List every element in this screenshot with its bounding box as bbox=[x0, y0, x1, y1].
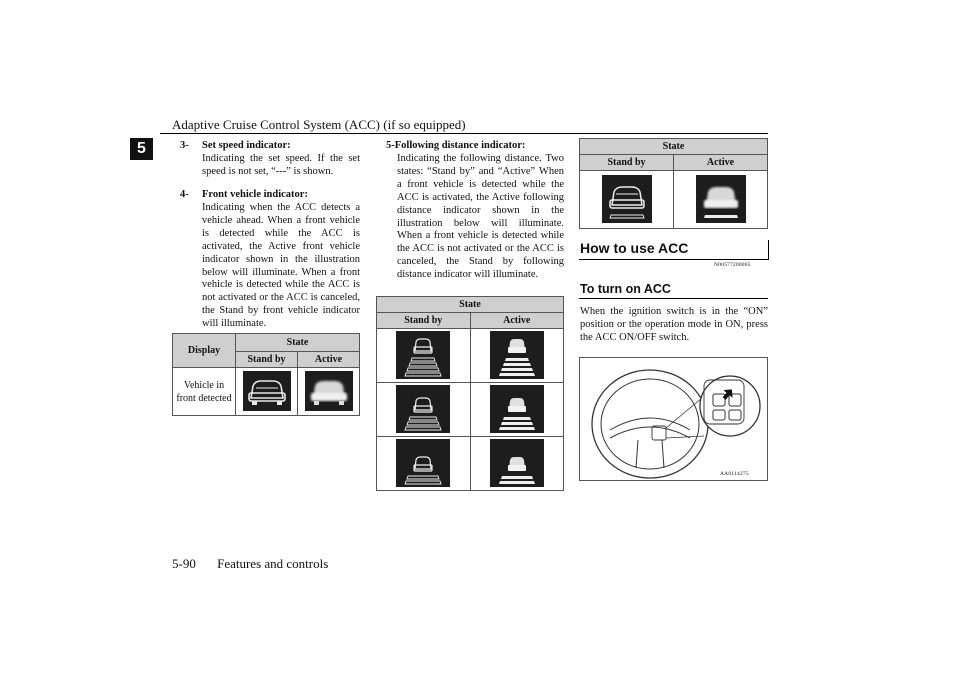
heading-rule-end bbox=[768, 240, 769, 260]
car-illuminated-icon bbox=[696, 175, 746, 223]
car-distance-outline-icon bbox=[396, 385, 450, 433]
item-4-body: Indicating when the ACC detects a vehicle ahead. When a front vehicle is detected while the ACC is activated, the Active front vehicle indicator shown in the illustration below will illuminate. When a front vehicle is detected while the ACC is not activated or the ACC is canceled, the Stand by front vehicle indicator will illuminate. bbox=[202, 202, 360, 330]
active-distance-indicator-4 bbox=[696, 175, 746, 223]
standby-distance-cell-1 bbox=[377, 329, 471, 383]
standby-distance-cell-2 bbox=[377, 383, 471, 437]
standby-cell-3 bbox=[580, 171, 674, 229]
running-header: Adaptive Cruise Control System (ACC) (if so equipped) bbox=[172, 117, 466, 132]
standby-header-3: Stand by bbox=[580, 155, 674, 171]
standby-distance-indicator-3 bbox=[396, 439, 450, 487]
active-distance-cell-3 bbox=[470, 437, 564, 491]
active-vehicle-cell bbox=[298, 368, 360, 416]
chapter-tab: 5 bbox=[130, 138, 153, 160]
active-distance-indicator-1 bbox=[490, 331, 544, 379]
figure-code: AA0114275 bbox=[720, 471, 749, 477]
active-distance-indicator-2 bbox=[490, 385, 544, 433]
active-distance-cell-1 bbox=[470, 329, 564, 383]
standby-distance-indicator-4 bbox=[602, 175, 652, 223]
reference-code: N00577200065 bbox=[714, 262, 751, 268]
steering-wheel-figure bbox=[579, 357, 768, 481]
front-vehicle-table bbox=[172, 333, 360, 416]
display-header: Display bbox=[173, 334, 236, 368]
active-front-vehicle-indicator bbox=[305, 371, 353, 411]
car-distance-lit-icon bbox=[490, 331, 544, 379]
state-table-continued bbox=[579, 138, 768, 229]
standby-header-2: Stand by bbox=[377, 313, 471, 329]
standby-distance-cell-3 bbox=[377, 437, 471, 491]
item-3-number: 3- bbox=[180, 140, 189, 151]
standby-front-vehicle-indicator bbox=[243, 371, 291, 411]
active-distance-indicator-3 bbox=[490, 439, 544, 487]
state-header: State bbox=[236, 334, 360, 352]
item-4-heading: Front vehicle indicator: bbox=[202, 189, 308, 200]
turn-on-heading: To turn on ACC bbox=[580, 282, 671, 296]
car-outline-icon bbox=[602, 175, 652, 223]
active-header: Active bbox=[298, 352, 360, 368]
item-3-body: Indicating the set speed. If the set speed is not set, “---” is shown. bbox=[202, 153, 360, 177]
steering-wheel-icon bbox=[580, 358, 767, 480]
car-outline-icon bbox=[243, 371, 291, 411]
item-3-heading: Set speed indicator: bbox=[202, 140, 291, 151]
section-name: Features and controls bbox=[217, 556, 329, 571]
standby-vehicle-cell bbox=[236, 368, 298, 416]
subheading-rule bbox=[579, 298, 768, 299]
header-rule bbox=[160, 133, 768, 134]
state-header-3: State bbox=[580, 139, 768, 155]
item-4-number: 4- bbox=[180, 189, 189, 200]
item-5-heading: 5-Following distance indicator: bbox=[386, 140, 526, 151]
car-distance-outline-icon bbox=[396, 331, 450, 379]
active-distance-cell-2 bbox=[470, 383, 564, 437]
row-label: Vehicle in front detected bbox=[173, 368, 236, 416]
turn-on-body: When the ignition switch is in the “ON” position or the operation mode in ON, press the ACC ON/OFF switch. bbox=[580, 306, 768, 343]
how-to-use-heading: How to use ACC bbox=[580, 240, 689, 256]
active-cell-3 bbox=[674, 171, 768, 229]
item-5-body: Indicating the following distance. Two states: “Stand by” and “Active” When a front vehicle is detected while the ACC is activated, the Active following distance indicator shown in the illustration below will illuminate. When a front vehicle is detected while the ACC is not activated or the ACC is canceled, the Stand by following distance indicator will illuminate. bbox=[397, 153, 564, 281]
active-header-2: Active bbox=[470, 313, 564, 329]
following-distance-table bbox=[376, 296, 564, 491]
car-illuminated-icon bbox=[305, 371, 353, 411]
car-distance-lit-icon bbox=[490, 439, 544, 487]
standby-distance-indicator-2 bbox=[396, 385, 450, 433]
active-header-3: Active bbox=[674, 155, 768, 171]
standby-distance-indicator-1 bbox=[396, 331, 450, 379]
page-footer bbox=[172, 556, 346, 572]
car-distance-outline-icon bbox=[396, 439, 450, 487]
page-number: 5-90 bbox=[172, 556, 196, 571]
heading-rule bbox=[579, 259, 768, 260]
standby-header: Stand by bbox=[236, 352, 298, 368]
state-header-2: State bbox=[377, 297, 564, 313]
car-distance-lit-icon bbox=[490, 385, 544, 433]
